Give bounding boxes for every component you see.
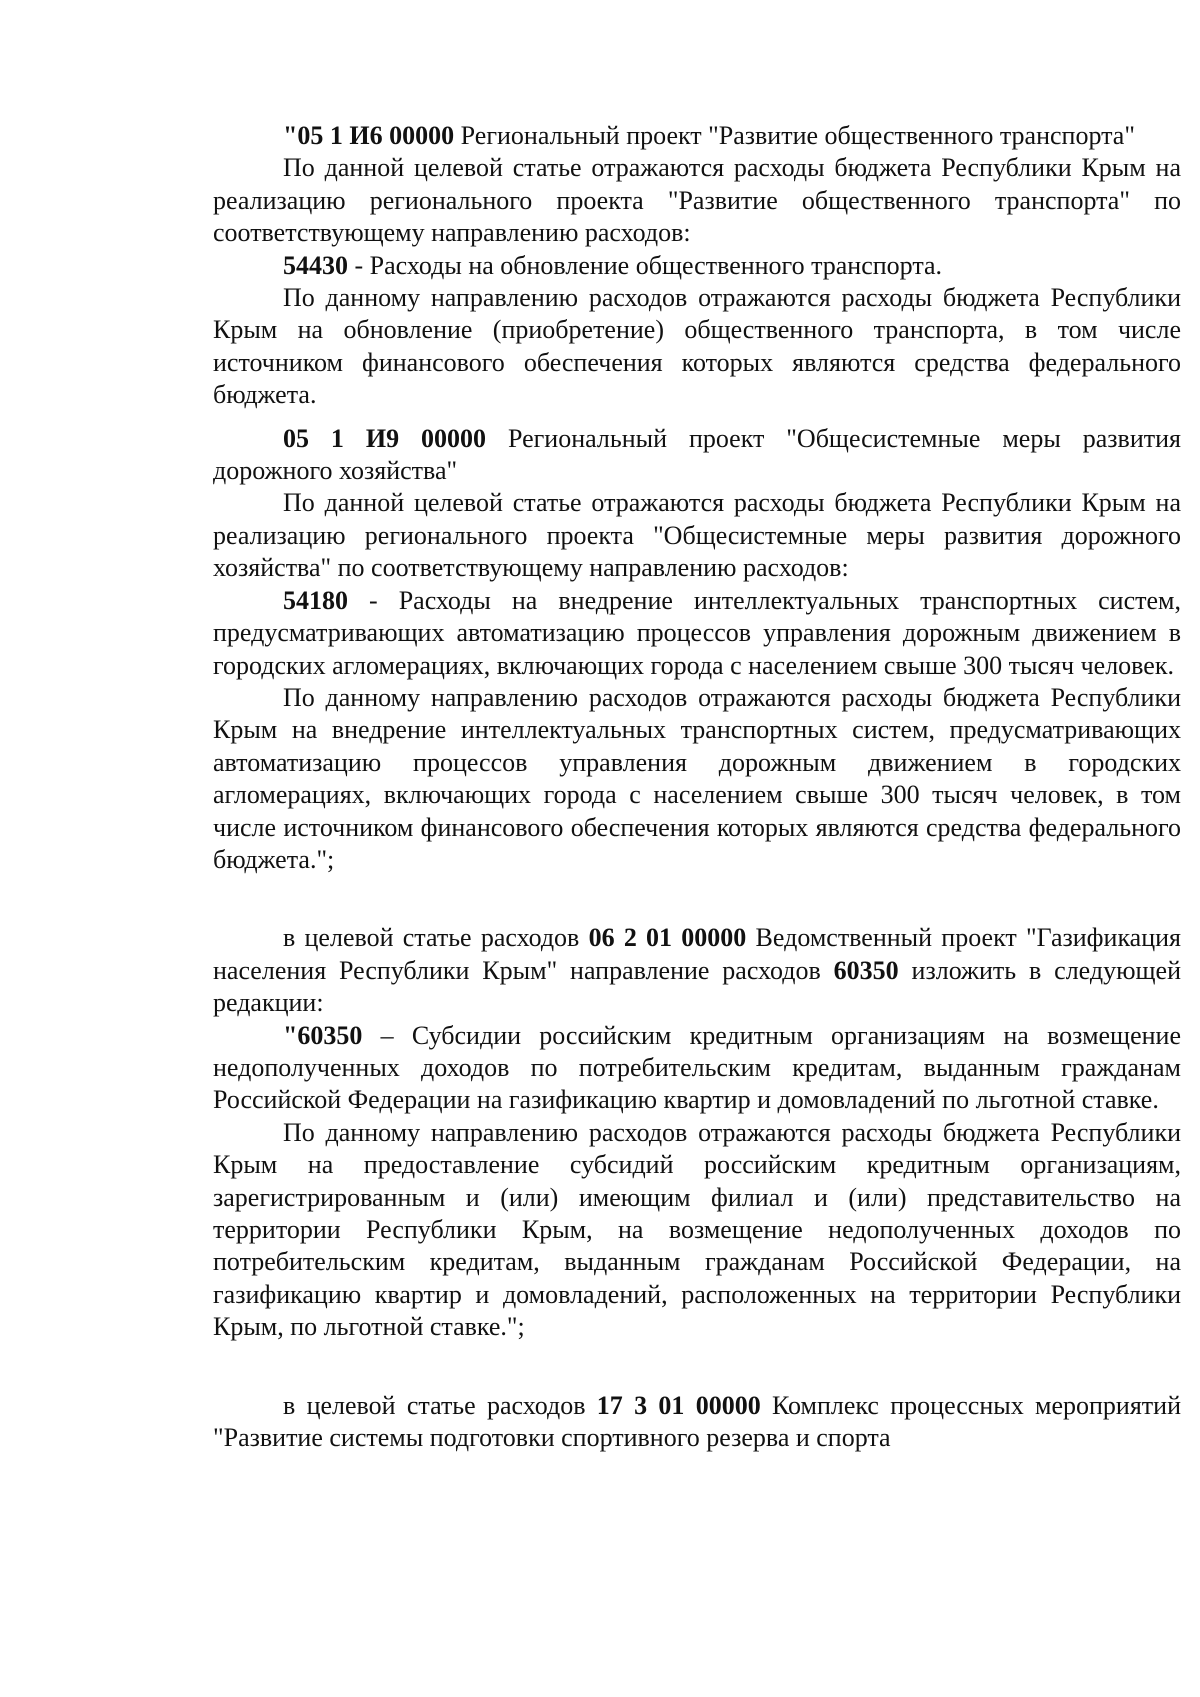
article-code: 05 1 И9 00000 [283, 423, 487, 453]
amendment-paragraph [213, 922, 1181, 1019]
amendment-paragraph [213, 1390, 1181, 1455]
amendment-direction-code: 60350 [833, 955, 899, 985]
article-title: Региональный проект "Развитие общественного транспорта" [454, 121, 1135, 150]
article-code: "05 1 И6 00000 [283, 121, 455, 150]
expense-direction-heading [213, 250, 1181, 282]
article-description: По данной целевой статье отражаются расходы бюджета Республики Крым на реализацию регионального проекта "Развитие общественного транспорта" по соответствующему направлению расходов: [213, 153, 1181, 248]
target-article-heading [213, 423, 1181, 488]
direction-title: - Расходы на внедрение интеллектуальных транспортных систем, предусматривающих автоматизацию процессов управления дорожным движением в городских агломерациях, включающих города с населением свыше 300 тысяч человек. [213, 585, 1181, 680]
amendment-text: изложить в следующей редакции: [213, 955, 1181, 1018]
amendment-text: Комплекс процессных мероприятий "Развитие системы подготовки спортивного резерва и спорта [213, 1390, 1181, 1453]
direction-code: 54180 [283, 585, 348, 615]
expense-direction-heading [213, 1020, 1181, 1117]
amendment-article-code: 17 3 01 00000 [596, 1390, 761, 1420]
direction-description: По данному направлению расходов отражаются расходы бюджета Республики Крым на предоставление субсидий российским кредитным организациям, зарегистрированным и (или) имеющим филиал и (или) представительство на территории Республики Крым, на возмещение недополученных доходов по потребительским кредитам, выданным гражданам Российской Федерации, на газификацию квартир и домовладений, расположенных на территории Республики Крым, по льготной ставке."; [213, 1117, 1181, 1342]
expense-direction-heading [213, 585, 1181, 682]
article-title: Региональный проект "Общесистемные меры развития дорожного хозяйства" [213, 423, 1181, 486]
amendment-text: в целевой статье расходов [283, 1390, 597, 1420]
amendment-article-code: 06 2 01 00000 [588, 923, 747, 953]
amendment-text: в целевой статье расходов [283, 923, 589, 953]
amendment-text: Ведомственный проект "Газификация населения Республики Крым" направление расходов [213, 923, 1182, 985]
direction-code: 54430 [283, 250, 348, 280]
document-body [213, 120, 1181, 1454]
direction-code: "60350 [283, 1020, 363, 1050]
direction-title: - Расходы на обновление общественного транспорта. [348, 250, 943, 280]
direction-description: По данному направлению расходов отражаются расходы бюджета Республики Крым на внедрение интеллектуальных транспортных систем, предусматривающих автоматизацию процессов управления дорожным движением в городских агломерациях, включающих города с населением свыше 300 тысяч человек, в том числе источником финансового обеспечения которых являются средства федерального бюджета."; [213, 682, 1181, 874]
target-article-heading [213, 120, 1181, 152]
direction-title: – Субсидии российским кредитным организациям на возмещение недополученных доходов по потребительским кредитам, выданным гражданам Российской Федерации на газификацию квартир и домовладений по льготной ставке. [213, 1020, 1181, 1115]
article-description: По данной целевой статье отражаются расходы бюджета Республики Крым на реализацию регионального проекта "Общесистемные меры развития дорожного хозяйства" по соответствующему направлению расходов: [213, 488, 1181, 583]
direction-description: По данному направлению расходов отражаются расходы бюджета Республики Крым на обновление (приобретение) общественного транспорта, в том числе источником финансового обеспечения которых являются средства федерального бюджета. [213, 283, 1181, 410]
